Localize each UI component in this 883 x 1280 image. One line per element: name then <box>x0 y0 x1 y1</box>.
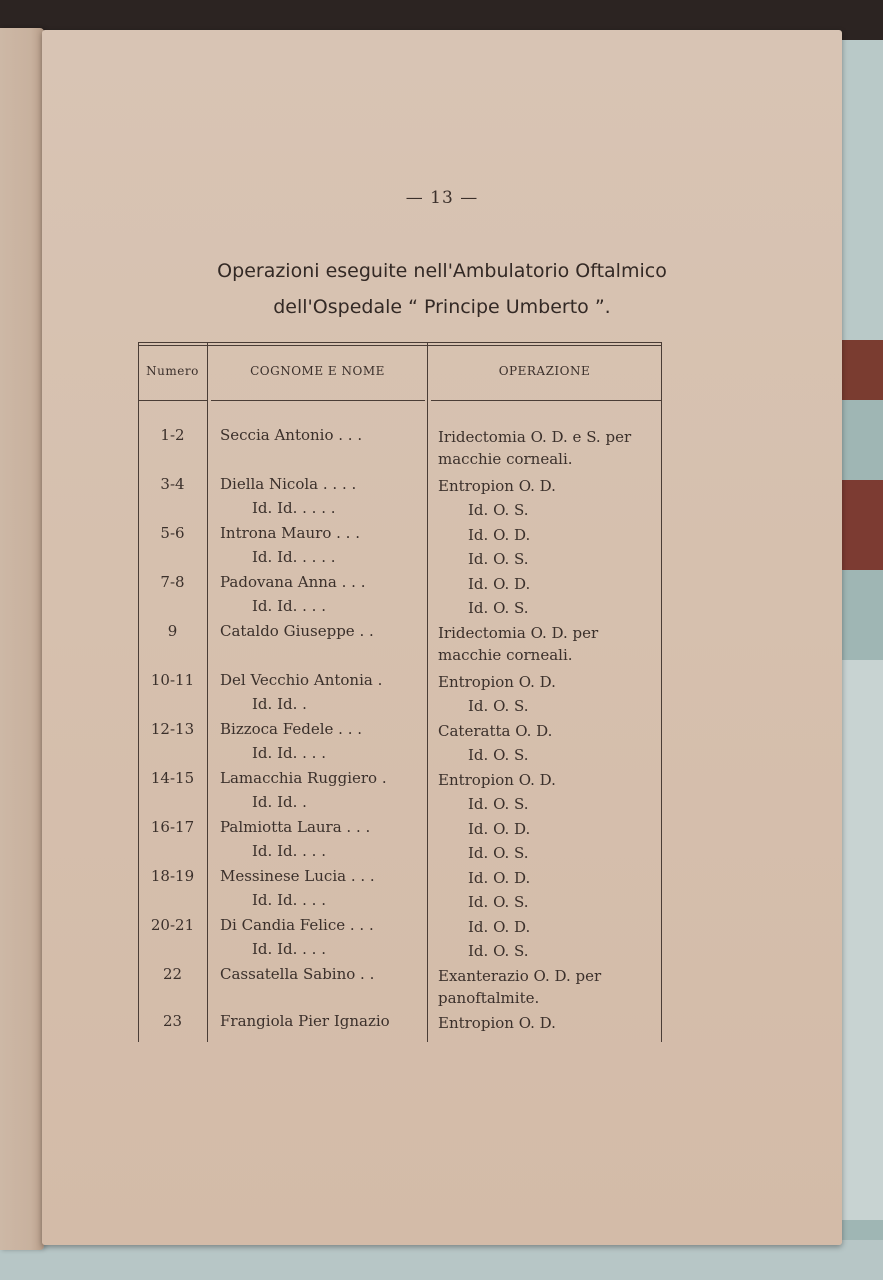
table-top-rule <box>138 345 662 346</box>
row-name: Cataldo Giuseppe . . <box>220 622 374 640</box>
header-numero: Numero <box>146 364 199 378</box>
operations-table <box>138 342 662 1042</box>
row-operation: Id. O. S. <box>468 501 529 519</box>
background-tile <box>840 480 883 570</box>
row-operation: Entropion O. D. <box>438 1014 556 1032</box>
column-rule <box>138 342 139 1042</box>
row-number: 20-21 <box>150 916 195 934</box>
row-name: Di Candia Felice . . . <box>220 916 374 934</box>
row-name: Padovana Anna . . . <box>220 573 366 591</box>
row-operation: Id. O. S. <box>468 697 529 715</box>
row-operation: Iridectomia O. D. e S. per macchie corneali. <box>438 428 632 468</box>
background-tile <box>840 660 883 1220</box>
row-number: 3-4 <box>160 475 185 493</box>
row-name: Lamacchia Ruggiero . <box>220 769 387 787</box>
row-operation: Id. O. D. <box>468 526 531 544</box>
background-tile <box>840 340 883 400</box>
row-operation: Iridectomia O. D. per macchie corneali. <box>438 624 599 664</box>
row-operation: Id. O. S. <box>468 893 529 911</box>
row-name: Del Vecchio Antonia . <box>220 671 383 689</box>
row-operation: Id. O. S. <box>468 844 529 862</box>
row-operation: Id. O. S. <box>468 795 529 813</box>
row-number: 9 <box>167 622 178 640</box>
page-title-line-2: dell'Ospedale “ Principe Umberto ”. <box>273 296 611 318</box>
row-operation: Id. O. S. <box>468 942 529 960</box>
row-number: 22 <box>162 965 183 983</box>
row-number: 5-6 <box>160 524 185 542</box>
row-operation: Entropion O. D. <box>438 673 556 691</box>
row-name: Cassatella Sabino . . <box>220 965 375 983</box>
document-page <box>42 30 842 1245</box>
row-name: Seccia Antonio . . . <box>220 426 363 444</box>
row-name: Id. Id. . . . <box>252 891 326 909</box>
page-number: — 13 — <box>405 188 479 208</box>
row-name: Id. Id. . . . <box>252 597 326 615</box>
header-rule <box>431 400 661 401</box>
row-operation: Entropion O. D. <box>438 477 556 495</box>
row-name: Frangiola Pier Ignazio <box>220 1012 390 1030</box>
page-title-line-1: Operazioni eseguite nell'Ambulatorio Oftalmico <box>217 260 667 282</box>
row-operation: Cateratta O. D. <box>438 722 553 740</box>
header-cognome-nome: COGNOME E NOME <box>250 364 385 378</box>
row-operation: Id. O. S. <box>468 599 529 617</box>
row-name: Id. Id. . . . . <box>252 548 336 566</box>
row-number: 7-8 <box>160 573 185 591</box>
row-number: 14-15 <box>150 769 195 787</box>
row-name: Id. Id. . . . <box>252 842 326 860</box>
row-name: Id. Id. . . . . <box>252 499 336 517</box>
row-operation: Id. O. D. <box>468 918 531 936</box>
row-name: Id. Id. . . . <box>252 940 326 958</box>
row-name: Palmiotta Laura . . . <box>220 818 371 836</box>
row-name: Diella Nicola . . . . <box>220 475 357 493</box>
row-number: 18-19 <box>150 867 195 885</box>
header-rule <box>138 400 207 401</box>
row-number: 23 <box>162 1012 183 1030</box>
row-name: Messinese Lucia . . . <box>220 867 375 885</box>
row-number: 12-13 <box>150 720 195 738</box>
row-number: 16-17 <box>150 818 195 836</box>
row-operation: Id. O. S. <box>468 746 529 764</box>
row-operation: Id. O. D. <box>468 575 531 593</box>
row-name: Bizzoca Fedele . . . <box>220 720 362 738</box>
row-operation: Entropion O. D. <box>438 771 556 789</box>
row-name: Introna Mauro . . . <box>220 524 360 542</box>
row-name: Id. Id. . <box>252 695 307 713</box>
row-operation: Exanterazio O. D. per panoftalmite. <box>438 967 602 1007</box>
left-page-edge <box>0 28 44 1250</box>
row-operation: Id. O. D. <box>468 820 531 838</box>
row-number: 1-2 <box>160 426 185 444</box>
header-operazione: OPERAZIONE <box>498 364 591 378</box>
row-number: 10-11 <box>150 671 195 689</box>
column-rule <box>427 342 428 1042</box>
row-operation: Id. O. S. <box>468 550 529 568</box>
background-tile <box>840 40 883 340</box>
column-rule <box>207 342 208 1042</box>
row-name: Id. Id. . <box>252 793 307 811</box>
row-name: Id. Id. . . . <box>252 744 326 762</box>
table-top-rule <box>138 342 662 343</box>
row-operation: Id. O. D. <box>468 869 531 887</box>
header-rule <box>211 400 425 401</box>
background-floor <box>0 1240 883 1280</box>
